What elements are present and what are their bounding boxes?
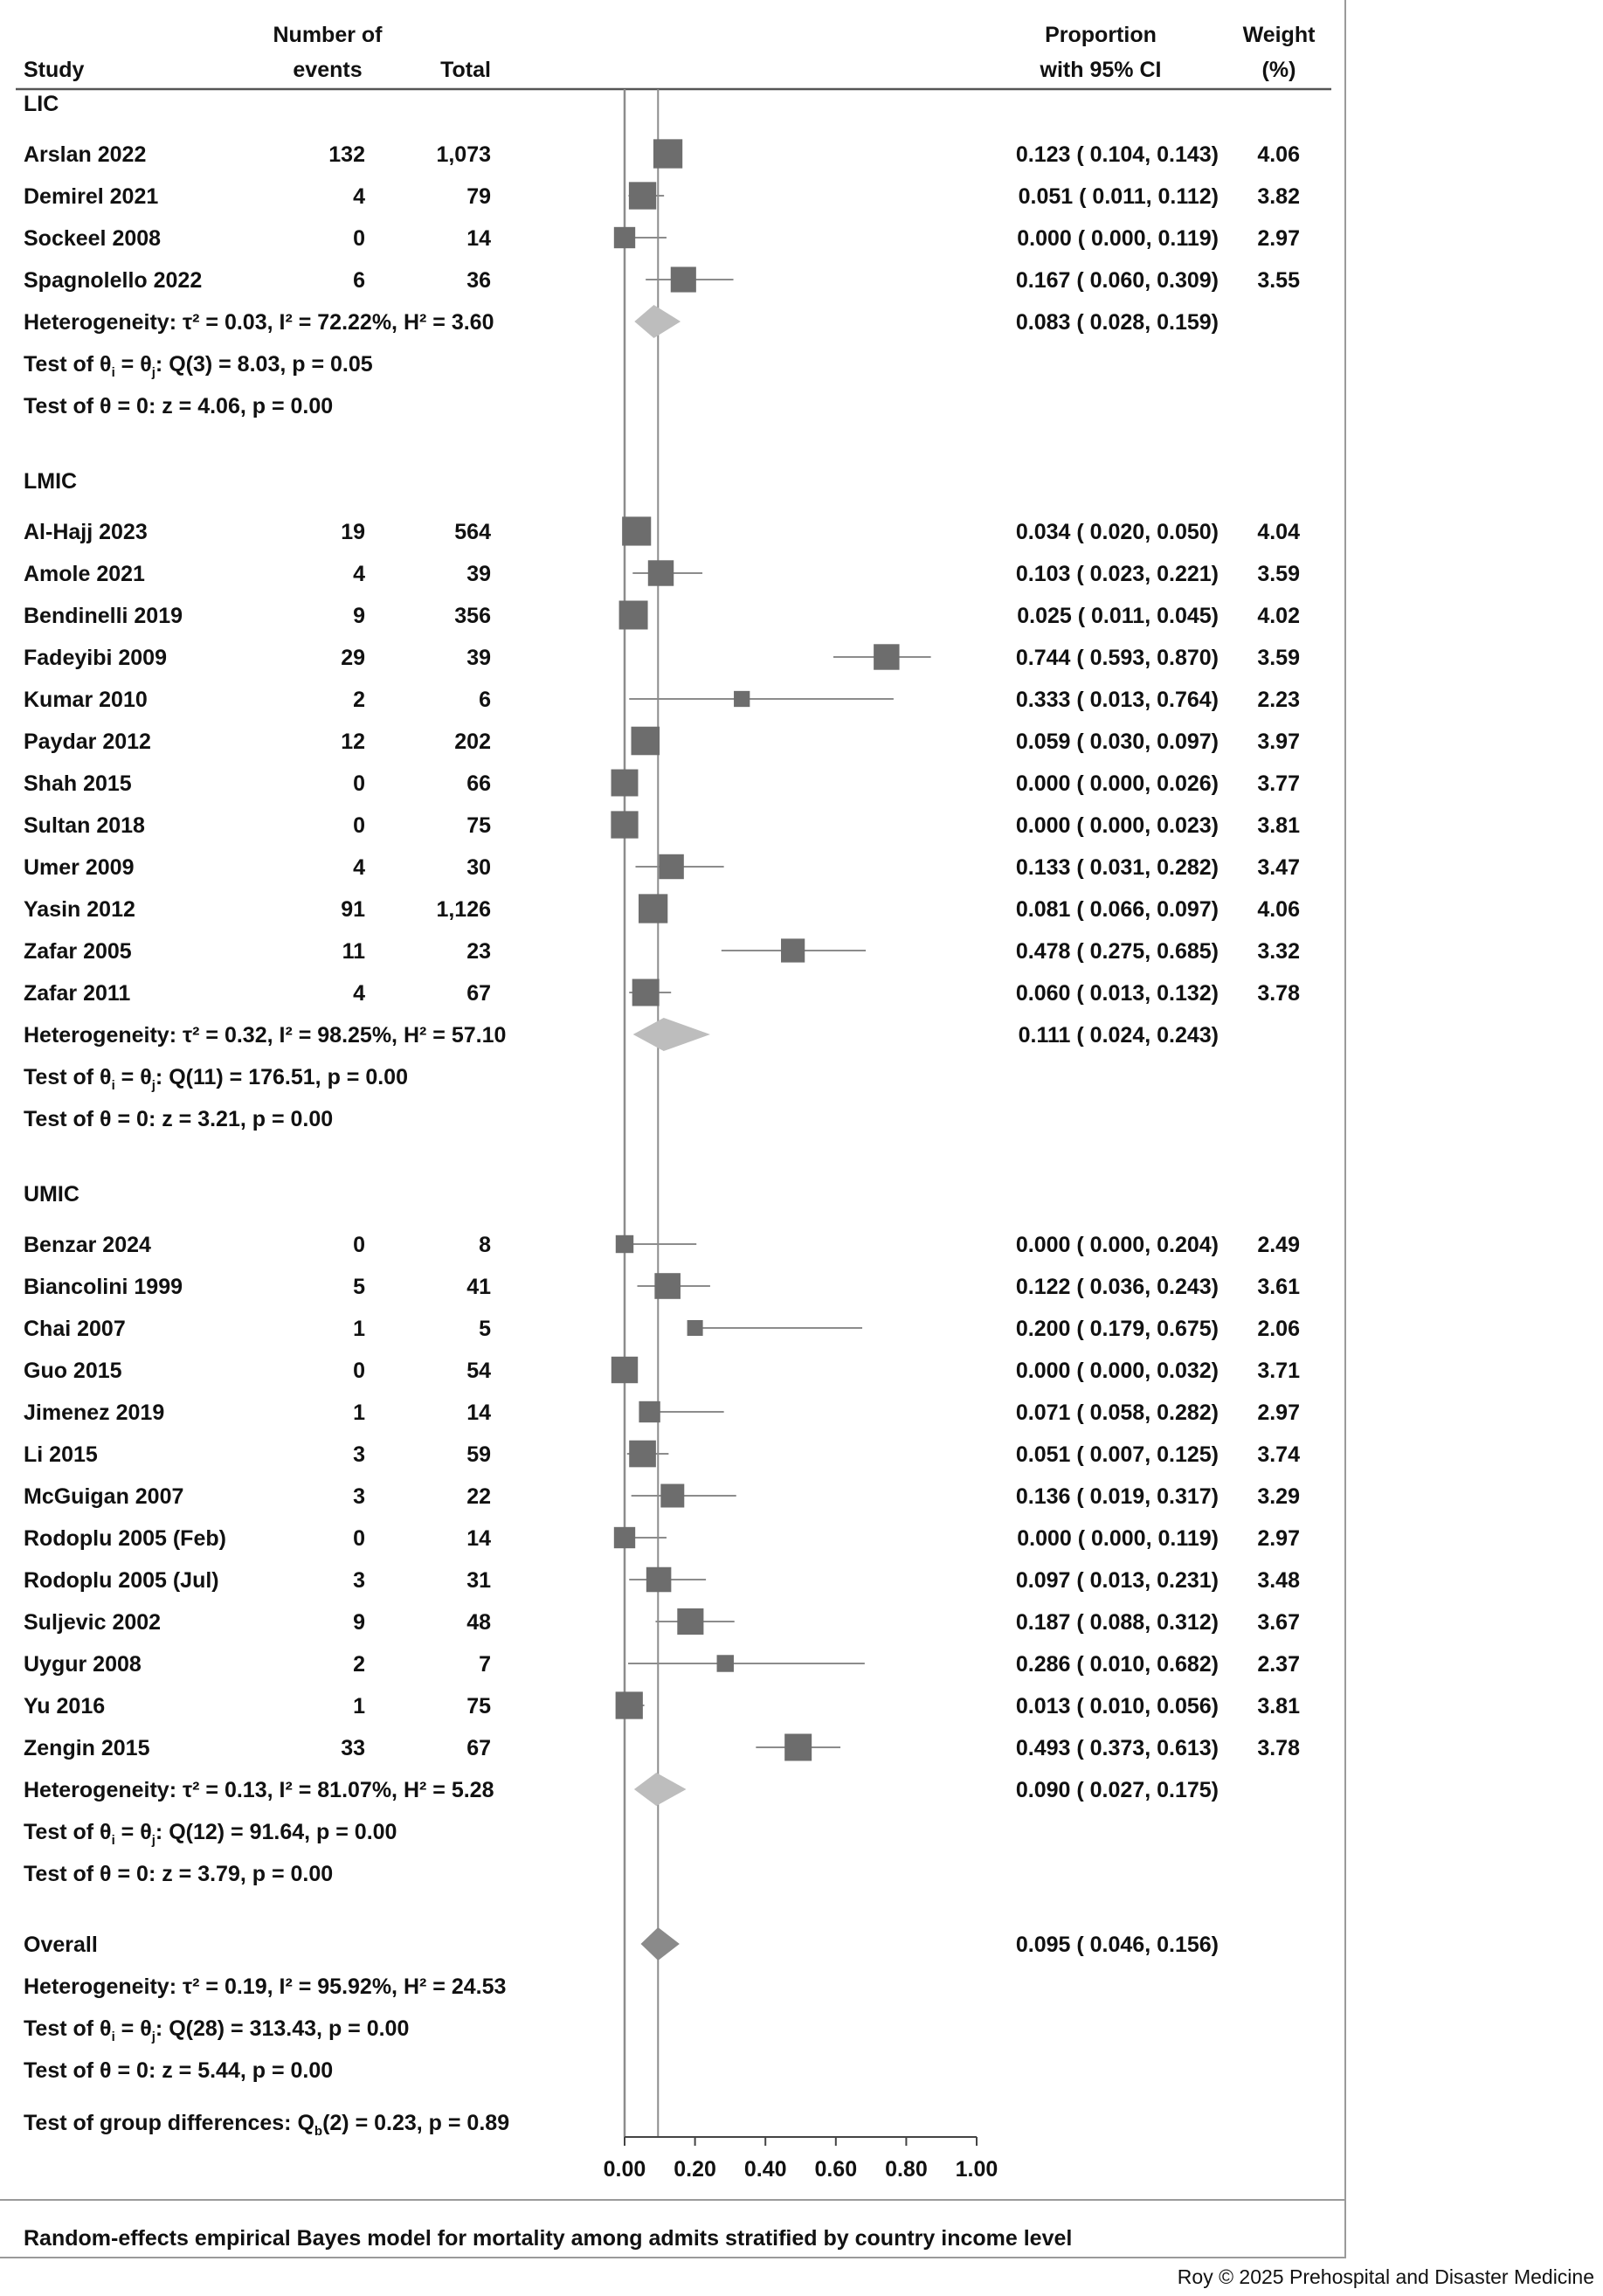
study-total: 67 [466, 1736, 491, 1760]
study-ci: 0.025 ( 0.011, 0.045) [1017, 604, 1219, 628]
study-total: 75 [466, 1694, 491, 1719]
study-ci: 0.136 ( 0.019, 0.317) [1015, 1484, 1219, 1509]
study-total: 41 [466, 1275, 491, 1299]
study-ci: 0.034 ( 0.020, 0.050) [1015, 520, 1219, 544]
study-name: Zengin 2015 [24, 1736, 150, 1760]
study-weight: 2.97 [1257, 1526, 1300, 1551]
study-ci: 0.103 ( 0.023, 0.221) [1015, 562, 1219, 586]
study-name: Spagnolello 2022 [24, 268, 203, 293]
study-total: 202 [454, 730, 491, 754]
study-name: Shah 2015 [24, 771, 132, 796]
overall-ci: 0.095 ( 0.046, 0.156) [1015, 1933, 1219, 1957]
study-square [611, 811, 638, 838]
study-name: Kumar 2010 [24, 688, 148, 712]
study-weight: 3.48 [1257, 1568, 1300, 1593]
study-square [639, 894, 667, 923]
study-ci: 0.478 ( 0.275, 0.685) [1015, 939, 1219, 964]
study-weight: 3.77 [1257, 771, 1300, 796]
study-total: 36 [466, 268, 491, 293]
x-tick-label: 0.60 [814, 2157, 858, 2182]
study-square [654, 1273, 681, 1299]
study-weight: 2.37 [1257, 1652, 1300, 1677]
study-square [653, 139, 682, 168]
study-square [611, 1357, 638, 1383]
overall-heterogeneity: Heterogeneity: τ² = 0.19, I² = 95.92%, H² = 24.53 [24, 1974, 507, 1999]
study-ci: 0.133 ( 0.031, 0.282) [1015, 855, 1219, 880]
header-ci-2: with 95% CI [1040, 58, 1162, 82]
study-ci: 0.059 ( 0.030, 0.097) [1015, 730, 1219, 754]
study-name: Jimenez 2019 [24, 1400, 165, 1425]
study-ci: 0.051 ( 0.011, 0.112) [1018, 184, 1219, 209]
study-total: 5 [479, 1317, 491, 1341]
study-total: 14 [466, 226, 491, 251]
overall-diamond [641, 1927, 680, 1961]
study-total: 75 [466, 813, 491, 838]
study-events: 12 [341, 730, 365, 754]
header-events-2: events [293, 58, 363, 82]
study-ci: 0.167 ( 0.060, 0.309) [1015, 268, 1219, 293]
study-weight: 4.06 [1257, 897, 1300, 922]
study-name: Amole 2021 [24, 562, 145, 586]
study-events: 33 [341, 1736, 365, 1760]
study-ci: 0.200 ( 0.179, 0.675) [1015, 1317, 1219, 1341]
group-diamond [634, 1773, 687, 1806]
study-weight: 3.67 [1257, 1610, 1300, 1635]
study-weight: 2.49 [1257, 1233, 1300, 1257]
group-test-zero: Test of θ = 0: z = 3.79, p = 0.00 [24, 1862, 334, 1886]
study-events: 1 [353, 1317, 365, 1341]
study-name: Bendinelli 2019 [24, 604, 183, 628]
study-events: 9 [353, 1610, 365, 1635]
study-events: 29 [341, 646, 365, 670]
study-square [660, 1484, 684, 1508]
study-events: 4 [353, 562, 365, 586]
study-events: 5 [353, 1275, 365, 1299]
study-weight: 3.74 [1257, 1442, 1300, 1467]
study-square [614, 1527, 635, 1548]
header-study: Study [24, 58, 85, 82]
group-label: LIC [24, 92, 59, 116]
study-name: Biancolini 1999 [24, 1275, 183, 1299]
study-weight: 4.02 [1257, 604, 1300, 628]
header-weight-2: (%) [1261, 58, 1296, 82]
study-weight: 4.04 [1257, 520, 1300, 544]
study-total: 1,126 [436, 897, 491, 922]
study-name: Rodoplu 2005 (Jul) [24, 1568, 219, 1593]
study-name: Li 2015 [24, 1442, 98, 1467]
study-weight: 3.29 [1257, 1484, 1300, 1509]
study-square [616, 1235, 633, 1253]
header-ci-1: Proportion [1045, 23, 1157, 47]
overall-test-equal: Test of $\theta_i = \theta_j$: Q(28) = 313.43, p = 0.00 [24, 2016, 410, 2044]
study-total: 39 [466, 646, 491, 670]
study-weight: 3.78 [1257, 1736, 1300, 1760]
group-test-zero: Test of θ = 0: z = 4.06, p = 0.00 [24, 394, 334, 418]
study-ci: 0.097 ( 0.013, 0.231) [1015, 1568, 1219, 1593]
study-name: Rodoplu 2005 (Feb) [24, 1526, 226, 1551]
study-name: Suljevic 2002 [24, 1610, 162, 1635]
study-total: 31 [466, 1568, 491, 1593]
study-total: 59 [466, 1442, 491, 1467]
study-square [622, 516, 651, 545]
study-events: 4 [353, 855, 365, 880]
study-events: 9 [353, 604, 365, 628]
study-weight: 2.23 [1257, 688, 1300, 712]
group-diamond [634, 305, 681, 338]
study-square [734, 691, 750, 707]
study-name: Chai 2007 [24, 1317, 126, 1341]
study-ci: 0.187 ( 0.088, 0.312) [1015, 1610, 1219, 1635]
group-label: UMIC [24, 1182, 79, 1207]
study-weight: 2.97 [1257, 226, 1300, 251]
study-name: Umer 2009 [24, 855, 135, 880]
study-events: 2 [353, 688, 365, 712]
study-ci: 0.333 ( 0.013, 0.764) [1015, 688, 1219, 712]
x-tick-label: 0.80 [885, 2157, 928, 2182]
study-ci: 0.744 ( 0.593, 0.870) [1015, 646, 1219, 670]
study-events: 0 [353, 226, 365, 251]
study-name: Zafar 2011 [24, 981, 131, 1006]
study-events: 11 [342, 939, 365, 964]
group-pooled-ci: 0.090 ( 0.027, 0.175) [1015, 1778, 1219, 1802]
overall-label: Overall [24, 1933, 98, 1957]
study-total: 23 [466, 939, 491, 964]
group-pooled-ci: 0.111 ( 0.024, 0.243) [1018, 1023, 1219, 1048]
study-square [629, 182, 656, 209]
study-square [616, 1691, 643, 1719]
study-ci: 0.122 ( 0.036, 0.243) [1015, 1275, 1219, 1299]
study-square [611, 770, 639, 797]
study-ci: 0.071 ( 0.058, 0.282) [1015, 1400, 1219, 1425]
group-diamond [633, 1018, 710, 1051]
study-events: 4 [353, 981, 365, 1006]
x-tick-label: 0.00 [603, 2157, 646, 2182]
study-ci: 0.000 ( 0.000, 0.119) [1017, 226, 1219, 251]
study-weight: 3.82 [1257, 184, 1300, 209]
header-total: Total [440, 58, 491, 82]
header-events-1: Number of [273, 23, 383, 47]
study-square [659, 854, 683, 879]
x-tick-label: 0.40 [743, 2157, 787, 2182]
overall-test-zero: Test of θ = 0: z = 5.44, p = 0.00 [24, 2058, 334, 2083]
study-weight: 3.59 [1257, 646, 1300, 670]
study-total: 7 [479, 1652, 491, 1677]
study-name: Demirel 2021 [24, 184, 159, 209]
study-events: 1 [353, 1694, 365, 1719]
study-square [717, 1655, 734, 1671]
study-total: 356 [454, 604, 491, 628]
header-weight-1: Weight [1242, 23, 1316, 47]
study-total: 79 [466, 184, 491, 209]
study-name: Zafar 2005 [24, 939, 132, 964]
study-square [677, 1608, 703, 1635]
study-ci: 0.286 ( 0.010, 0.682) [1015, 1652, 1219, 1677]
study-total: 22 [466, 1484, 491, 1509]
study-square [619, 601, 648, 630]
study-total: 14 [466, 1400, 491, 1425]
study-square [784, 1734, 812, 1761]
study-square [781, 938, 805, 962]
study-square [671, 266, 696, 292]
group-heterogeneity: Heterogeneity: τ² = 0.13, I² = 81.07%, H² = 5.28 [24, 1778, 494, 1802]
study-events: 0 [353, 771, 365, 796]
study-weight: 3.81 [1257, 813, 1300, 838]
study-weight: 2.97 [1257, 1400, 1300, 1425]
study-events: 2 [353, 1652, 365, 1677]
study-ci: 0.013 ( 0.010, 0.056) [1015, 1694, 1219, 1719]
study-name: Yasin 2012 [24, 897, 135, 922]
study-square [646, 1567, 672, 1593]
study-square [614, 227, 635, 248]
group-test-equal: Test of $\theta_i = \theta_j$: Q(12) = 91.64, p = 0.00 [24, 1820, 397, 1848]
study-weight: 3.32 [1257, 939, 1300, 964]
group-difference-test: Test of group differences: $Q_b(2) = 0.23$, p = 0.89 [24, 2111, 510, 2139]
study-events: 0 [353, 1526, 365, 1551]
study-name: Al-Hajj 2023 [24, 520, 148, 544]
study-ci: 0.000 ( 0.000, 0.204) [1015, 1233, 1219, 1257]
study-ci: 0.123 ( 0.104, 0.143) [1015, 142, 1219, 167]
study-square [687, 1320, 703, 1336]
group-heterogeneity: Heterogeneity: τ² = 0.03, I² = 72.22%, H² = 3.60 [24, 310, 494, 335]
study-events: 6 [353, 268, 365, 293]
study-events: 3 [353, 1568, 365, 1593]
group-pooled-ci: 0.083 ( 0.028, 0.159) [1015, 310, 1219, 335]
study-total: 39 [466, 562, 491, 586]
study-weight: 3.81 [1257, 1694, 1300, 1719]
study-total: 48 [466, 1610, 491, 1635]
study-events: 3 [353, 1484, 365, 1509]
group-label: LMIC [24, 469, 78, 494]
group-heterogeneity: Heterogeneity: τ² = 0.32, I² = 98.25%, H² = 57.10 [24, 1023, 507, 1048]
study-weight: 3.61 [1257, 1275, 1300, 1299]
caption: Random-effects empirical Bayes model for mortality among admits stratified by country income level [24, 2226, 1073, 2251]
study-square [874, 644, 899, 669]
study-name: Sockeel 2008 [24, 226, 162, 251]
study-square [629, 1441, 656, 1468]
study-weight: 3.97 [1257, 730, 1300, 754]
study-events: 19 [341, 520, 365, 544]
study-weight: 3.47 [1257, 855, 1300, 880]
study-events: 3 [353, 1442, 365, 1467]
study-ci: 0.000 ( 0.000, 0.032) [1015, 1359, 1219, 1383]
study-ci: 0.000 ( 0.000, 0.023) [1015, 813, 1219, 838]
study-square [632, 979, 660, 1006]
credit-line: Roy © 2025 Prehospital and Disaster Medicine [1177, 2265, 1594, 2288]
group-test-zero: Test of θ = 0: z = 3.21, p = 0.00 [24, 1107, 334, 1131]
study-ci: 0.060 ( 0.013, 0.132) [1015, 981, 1219, 1006]
study-total: 67 [466, 981, 491, 1006]
study-events: 0 [353, 813, 365, 838]
study-ci: 0.000 ( 0.000, 0.119) [1017, 1526, 1219, 1551]
study-weight: 2.06 [1257, 1317, 1300, 1341]
group-test-equal: Test of $\theta_i = \theta_j$: Q(11) = 176.51, p = 0.00 [24, 1065, 408, 1093]
x-tick-label: 0.20 [674, 2157, 716, 2182]
study-square [632, 727, 660, 756]
study-total: 564 [454, 520, 491, 544]
study-name: McGuigan 2007 [24, 1484, 184, 1509]
study-name: Guo 2015 [24, 1359, 122, 1383]
study-name: Sultan 2018 [24, 813, 145, 838]
study-square [639, 1401, 660, 1422]
study-name: Yu 2016 [24, 1694, 106, 1719]
study-ci: 0.493 ( 0.373, 0.613) [1015, 1736, 1219, 1760]
study-weight: 3.59 [1257, 562, 1300, 586]
study-events: 132 [328, 142, 365, 167]
study-weight: 3.55 [1257, 268, 1300, 293]
study-name: Fadeyibi 2009 [24, 646, 167, 670]
study-square [648, 560, 674, 585]
study-name: Arslan 2022 [24, 142, 147, 167]
study-events: 1 [353, 1400, 365, 1425]
study-events: 91 [341, 897, 365, 922]
study-total: 30 [466, 855, 491, 880]
group-test-equal: Test of $\theta_i = \theta_j$: Q(3) = 8.03, p = 0.05 [24, 352, 373, 380]
study-name: Uygur 2008 [24, 1652, 142, 1677]
study-total: 6 [479, 688, 491, 712]
study-ci: 0.081 ( 0.066, 0.097) [1015, 897, 1219, 922]
study-total: 66 [466, 771, 491, 796]
study-total: 8 [479, 1233, 491, 1257]
study-weight: 4.06 [1257, 142, 1300, 167]
study-weight: 3.78 [1257, 981, 1300, 1006]
study-events: 0 [353, 1233, 365, 1257]
study-ci: 0.051 ( 0.007, 0.125) [1015, 1442, 1219, 1467]
x-tick-label: 1.00 [955, 2157, 998, 2182]
study-total: 1,073 [436, 142, 491, 167]
study-events: 4 [353, 184, 365, 209]
study-weight: 3.71 [1257, 1359, 1300, 1383]
study-total: 54 [466, 1359, 491, 1383]
study-total: 14 [466, 1526, 491, 1551]
study-events: 0 [353, 1359, 365, 1383]
study-name: Benzar 2024 [24, 1233, 151, 1257]
study-ci: 0.000 ( 0.000, 0.026) [1015, 771, 1219, 796]
study-name: Paydar 2012 [24, 730, 151, 754]
